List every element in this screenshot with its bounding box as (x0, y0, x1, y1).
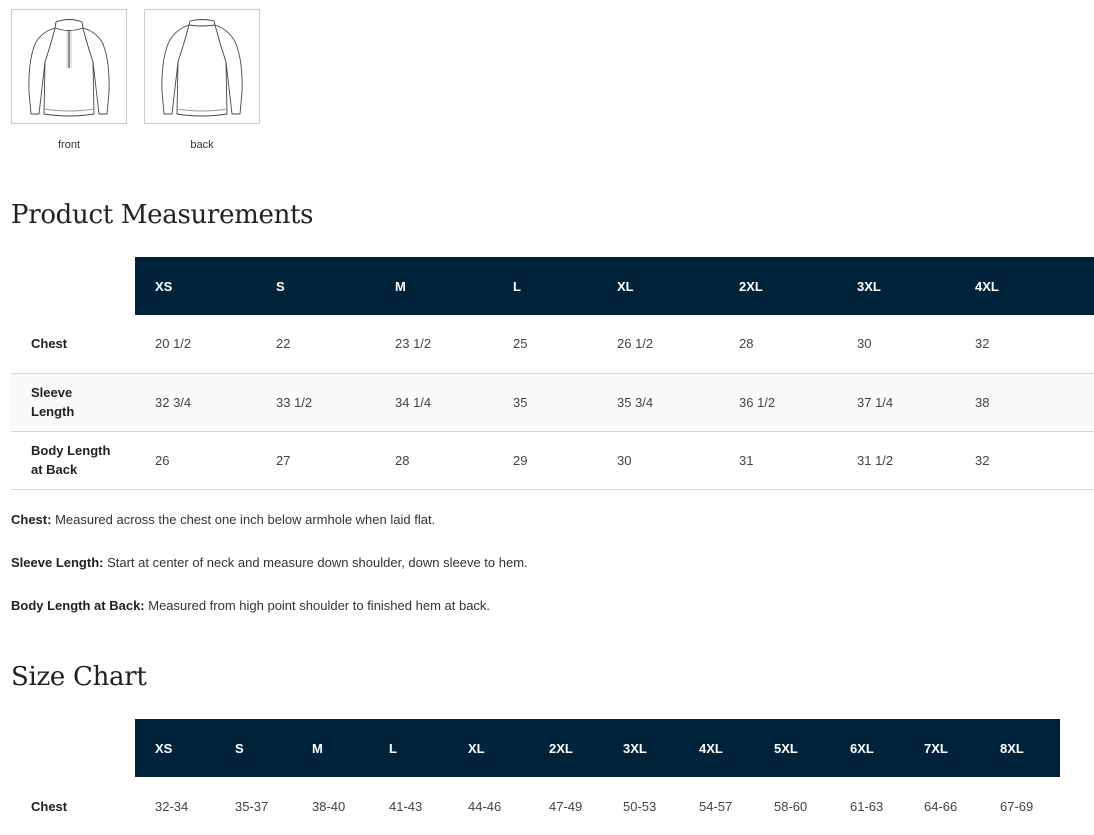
table-cell: 64-66 (924, 798, 958, 814)
size-header: M (375, 257, 493, 315)
table-header-row (11, 257, 1094, 315)
size-header: L (493, 257, 597, 315)
table-cell: 26 1/2 (617, 336, 654, 352)
size-header: XL (597, 257, 719, 315)
size-header: L (369, 719, 448, 777)
front-image-frame[interactable] (11, 9, 127, 124)
table-cell: 32 (975, 452, 990, 468)
thumbnail-back[interactable] (144, 9, 260, 151)
table-cell: 58-60 (774, 798, 808, 814)
size-header: 2XL (719, 257, 837, 315)
size-header: XL (448, 719, 529, 777)
table-cell: 35 (513, 394, 528, 410)
measurement-definitions (11, 511, 528, 640)
size-header: 4XL (679, 719, 754, 777)
table-header-row (11, 719, 1060, 777)
row-label: Chest (31, 798, 68, 814)
product-measurements-table (11, 257, 1094, 490)
table-cell: 28 (395, 452, 410, 468)
size-header: 6XL (830, 719, 904, 777)
table-cell: 28 (739, 336, 754, 352)
definition-text: Start at center of neck and measure down shoulder, down sleeve to hem. (103, 555, 528, 570)
table-cell: 25 (513, 336, 528, 352)
table-cell: 26 (155, 452, 170, 468)
size-header: M (292, 719, 369, 777)
size-header: XS (135, 719, 215, 777)
size-header: 3XL (603, 719, 679, 777)
table-cell: 31 1/2 (857, 452, 894, 468)
table-cell: 33 1/2 (276, 394, 313, 410)
size-header: 4XL (955, 257, 1094, 315)
definition-chest (11, 511, 528, 529)
table-cell: 22 (276, 336, 291, 352)
definition-body-length (11, 597, 528, 615)
table-cell: 27 (276, 452, 291, 468)
table-cell: 38-40 (312, 798, 346, 814)
table-row (11, 373, 1094, 431)
header-corner (11, 257, 135, 315)
table-cell: 67-69 (1000, 798, 1034, 814)
size-chart-table (11, 719, 1060, 835)
table-cell: 29 (513, 452, 528, 468)
size-header: S (215, 719, 292, 777)
table-cell: 54-57 (699, 798, 733, 814)
size-header: 3XL (837, 257, 955, 315)
table-cell: 32 3/4 (155, 394, 192, 410)
table-cell: 32 (975, 336, 990, 352)
garment-thumbnails (11, 9, 260, 151)
row-label (11, 431, 135, 489)
table-row (11, 315, 1094, 373)
table-cell: 30 (617, 452, 632, 468)
size-header: 5XL (754, 719, 830, 777)
table-cell: 50-53 (623, 798, 657, 814)
thumbnail-front-label: front (57, 139, 80, 151)
table-cell: 41-43 (389, 798, 423, 814)
table-cell: 34 1/4 (395, 394, 432, 410)
table-cell: 38 (975, 394, 990, 410)
size-header: 7XL (904, 719, 980, 777)
definition-term: Sleeve Length: (11, 555, 104, 570)
size-chart-title: Size Chart (11, 662, 147, 692)
header-corner (11, 719, 135, 777)
size-header: S (256, 257, 375, 315)
table-cell: 44-46 (468, 798, 502, 814)
size-header: XS (135, 257, 256, 315)
definition-text: Measured from high point shoulder to finished hem at back. (144, 598, 491, 613)
thumbnail-back-label: back (190, 139, 214, 151)
size-header: 8XL (980, 719, 1060, 777)
table-cell: 30 (857, 336, 872, 352)
table-row (11, 431, 1094, 489)
row-label (11, 373, 135, 431)
table-cell: 31 (739, 452, 754, 468)
definition-text: Measured across the chest one inch below armhole when laid flat. (51, 512, 436, 527)
definition-term: Body Length at Back: (11, 598, 145, 613)
table-cell: 36 1/2 (739, 394, 776, 410)
quarter-zip-back-icon (152, 14, 252, 120)
row-label-text: Body Length at Back (31, 443, 111, 477)
quarter-zip-front-icon (19, 14, 119, 120)
row-label-text: Sleeve Length (31, 385, 75, 419)
size-header: 2XL (529, 719, 603, 777)
table-cell: 37 1/4 (857, 394, 894, 410)
table-cell: 61-63 (850, 798, 884, 814)
product-measurements-title: Product Measurements (11, 200, 314, 230)
table-cell: 32-34 (155, 798, 189, 814)
row-label: Chest (31, 336, 68, 352)
definition-sleeve-length (11, 554, 528, 572)
table-row (11, 777, 1060, 835)
definition-term: Chest: (11, 512, 52, 527)
table-cell: 20 1/2 (155, 336, 192, 352)
table-cell: 35-37 (235, 798, 269, 814)
table-cell: 23 1/2 (395, 336, 432, 352)
thumbnail-front[interactable] (11, 9, 127, 151)
back-image-frame[interactable] (144, 9, 260, 124)
table-cell: 47-49 (549, 798, 583, 814)
table-cell: 35 3/4 (617, 394, 654, 410)
